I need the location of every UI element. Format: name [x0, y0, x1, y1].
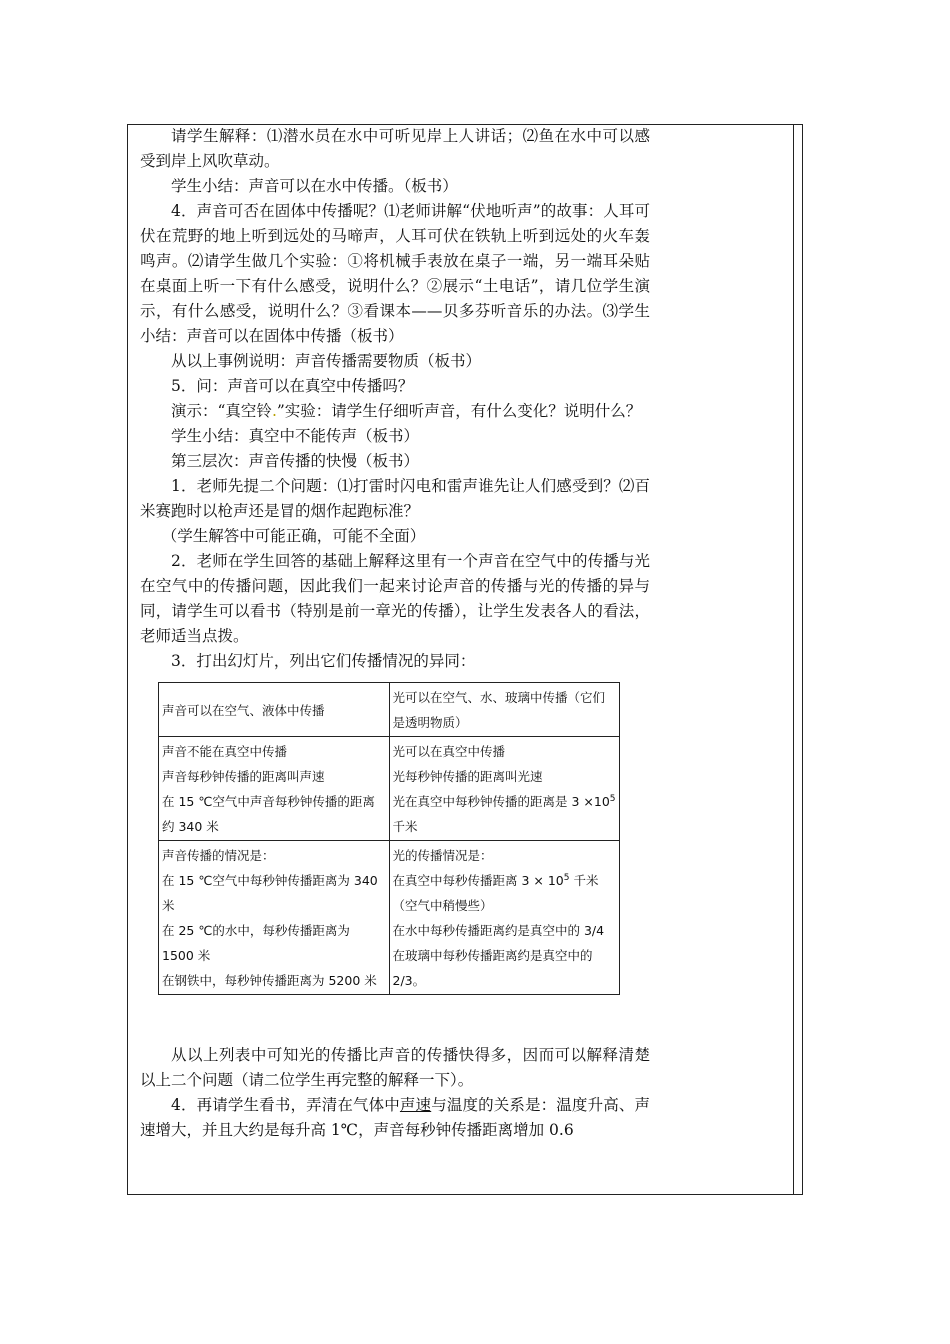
- cell-line: 光的传播情况是：: [392, 848, 493, 863]
- cell-line: 声音不能在真空中传播: [162, 744, 288, 759]
- table-row: [159, 683, 620, 737]
- last-paragraph: [140, 1093, 650, 1143]
- underlined-term: 声速: [399, 1096, 432, 1114]
- paragraph: 第三层次：声音传播的快慢（板书）: [171, 452, 420, 470]
- cell-line: 光每秒钟传播的距离叫光速: [392, 769, 543, 784]
- cell-line: 在玻璃中每秒传播距离约是真空中的 2/3。: [392, 948, 593, 988]
- light-vacuum-exponent: 5: [563, 872, 570, 883]
- cell-line: 在钢铁中，每秒钟传播距离为 5200 米: [162, 973, 377, 988]
- lesson-content: [140, 124, 650, 1143]
- last-text-start: 4．再请学生看书，弄清在气体中: [171, 1096, 400, 1114]
- paragraph: 从以上事例说明：声音传播需要物质（板书）: [171, 352, 482, 370]
- paragraph: 1．老师先提二个问题：⑴打雷时闪电和雷声谁先让人们感受到？⑵百米赛跑时以枪声还是冒的烟作起跑标准？: [140, 477, 650, 520]
- paragraph: 3．打出幻灯片，列出它们传播情况的异同：: [171, 652, 476, 670]
- column-divider: [793, 125, 794, 1194]
- light-vacuum-text: 在真空中每秒传播距离 3 × 10: [392, 873, 564, 888]
- cell-line: （空气中稍慢些）: [392, 898, 493, 913]
- cell-line: 光可以在真空中传播: [392, 744, 506, 759]
- table-cell-sound: [159, 841, 390, 995]
- paragraph: 学生小结：真空中不能传声（板书）: [171, 427, 420, 445]
- paragraph: 5．问：声音可以在真空中传播吗？: [171, 377, 414, 395]
- light-speed-unit: 千米: [392, 819, 418, 834]
- light-speed-text: 光在真空中每秒钟传播的距离是 3 ×10: [392, 794, 610, 809]
- cell-line: 声音每秒钟传播的距离叫声速: [162, 769, 325, 784]
- cell-line: 在水中每秒传播距离约是真空中的 3/4: [392, 923, 605, 938]
- paragraph: 请学生解释：⑴潜水员在水中可听见岸上人讲话；⑵鱼在水中可以感受到岸上风吹草动。: [140, 127, 650, 170]
- demo-paragraph: [140, 399, 650, 424]
- last-text-end: 与温度的关系是：温度升高、声速增大，并且大约是每升高 1℃，声音每秒钟传播距离增加 0.6: [140, 1096, 650, 1139]
- table-cell-sound: [159, 737, 390, 841]
- note-paragraph: （学生解答中可能正确，可能不全面）: [161, 527, 426, 545]
- cell-line: 在 15 ℃空气中声音每秒钟传播的距离约 340 米: [162, 794, 375, 834]
- light-speed-exponent: 5: [609, 793, 616, 804]
- cell-line: 声音传播的情况是：: [162, 848, 275, 863]
- table-cell-light: [389, 841, 620, 995]
- cell-line: [393, 868, 617, 893]
- cell-line: 在 15 ℃空气中每秒钟传播距离为 340 米: [162, 873, 378, 913]
- cell-line: [393, 789, 617, 839]
- table-cell-light: [389, 737, 620, 841]
- comparison-table-wrap: [140, 674, 650, 1043]
- table-row: [159, 737, 620, 841]
- paragraph: 从以上列表中可知光的传播比声音的传播快得多，因而可以解释清楚以上二个问题（请二位学生再完整的解释一下）。: [140, 1046, 650, 1089]
- cell-line: 在 25 ℃的水中，每秒传播距离为 1500 米: [162, 923, 350, 963]
- table-cell-sound: 声音可以在空气、液体中传播: [159, 683, 390, 737]
- comparison-table: [158, 682, 620, 995]
- light-vacuum-unit: 千米: [569, 873, 599, 888]
- table-cell-light: 光可以在空气、水、玻璃中传播（它们是透明物质）: [389, 683, 620, 737]
- demo-text-end: ”实验：请学生仔细听声音，有什么变化？说明什么？: [276, 402, 642, 420]
- demo-dot: .: [271, 402, 277, 420]
- paragraph: 学生小结：声音可以在水中传播。（板书）: [171, 177, 458, 195]
- paragraph: 4．声音可否在固体中传播呢？⑴老师讲解“伏地听声”的故事：人耳可伏在荒野的地上听到远处的马啼声，人耳可伏在铁轨上听到远处的火车轰鸣声。⑵请学生做几个实验：①将机械手表放在桌子一端，另一端耳朵贴在桌面上听一下有什么感受，说明什么？②展示“土电话”，请几位学生演示，有什么感受，说明什么？③看课本——贝多芬听音乐的办法。⑶学生小结：声音可以在固体中传播（板书）: [140, 202, 650, 345]
- paragraph: 2．老师在学生回答的基础上解释这里有一个声音在空气中的传播与光在空气中的传播问题，因此我们一起来讨论声音的传播与光的传播的异与同，请学生可以看书（特别是前一章光的传播），让学生发表各人的看法，老师适当点拨。: [140, 552, 650, 645]
- demo-text-start: 演示：“真空铃: [171, 402, 272, 420]
- table-row: [159, 841, 620, 995]
